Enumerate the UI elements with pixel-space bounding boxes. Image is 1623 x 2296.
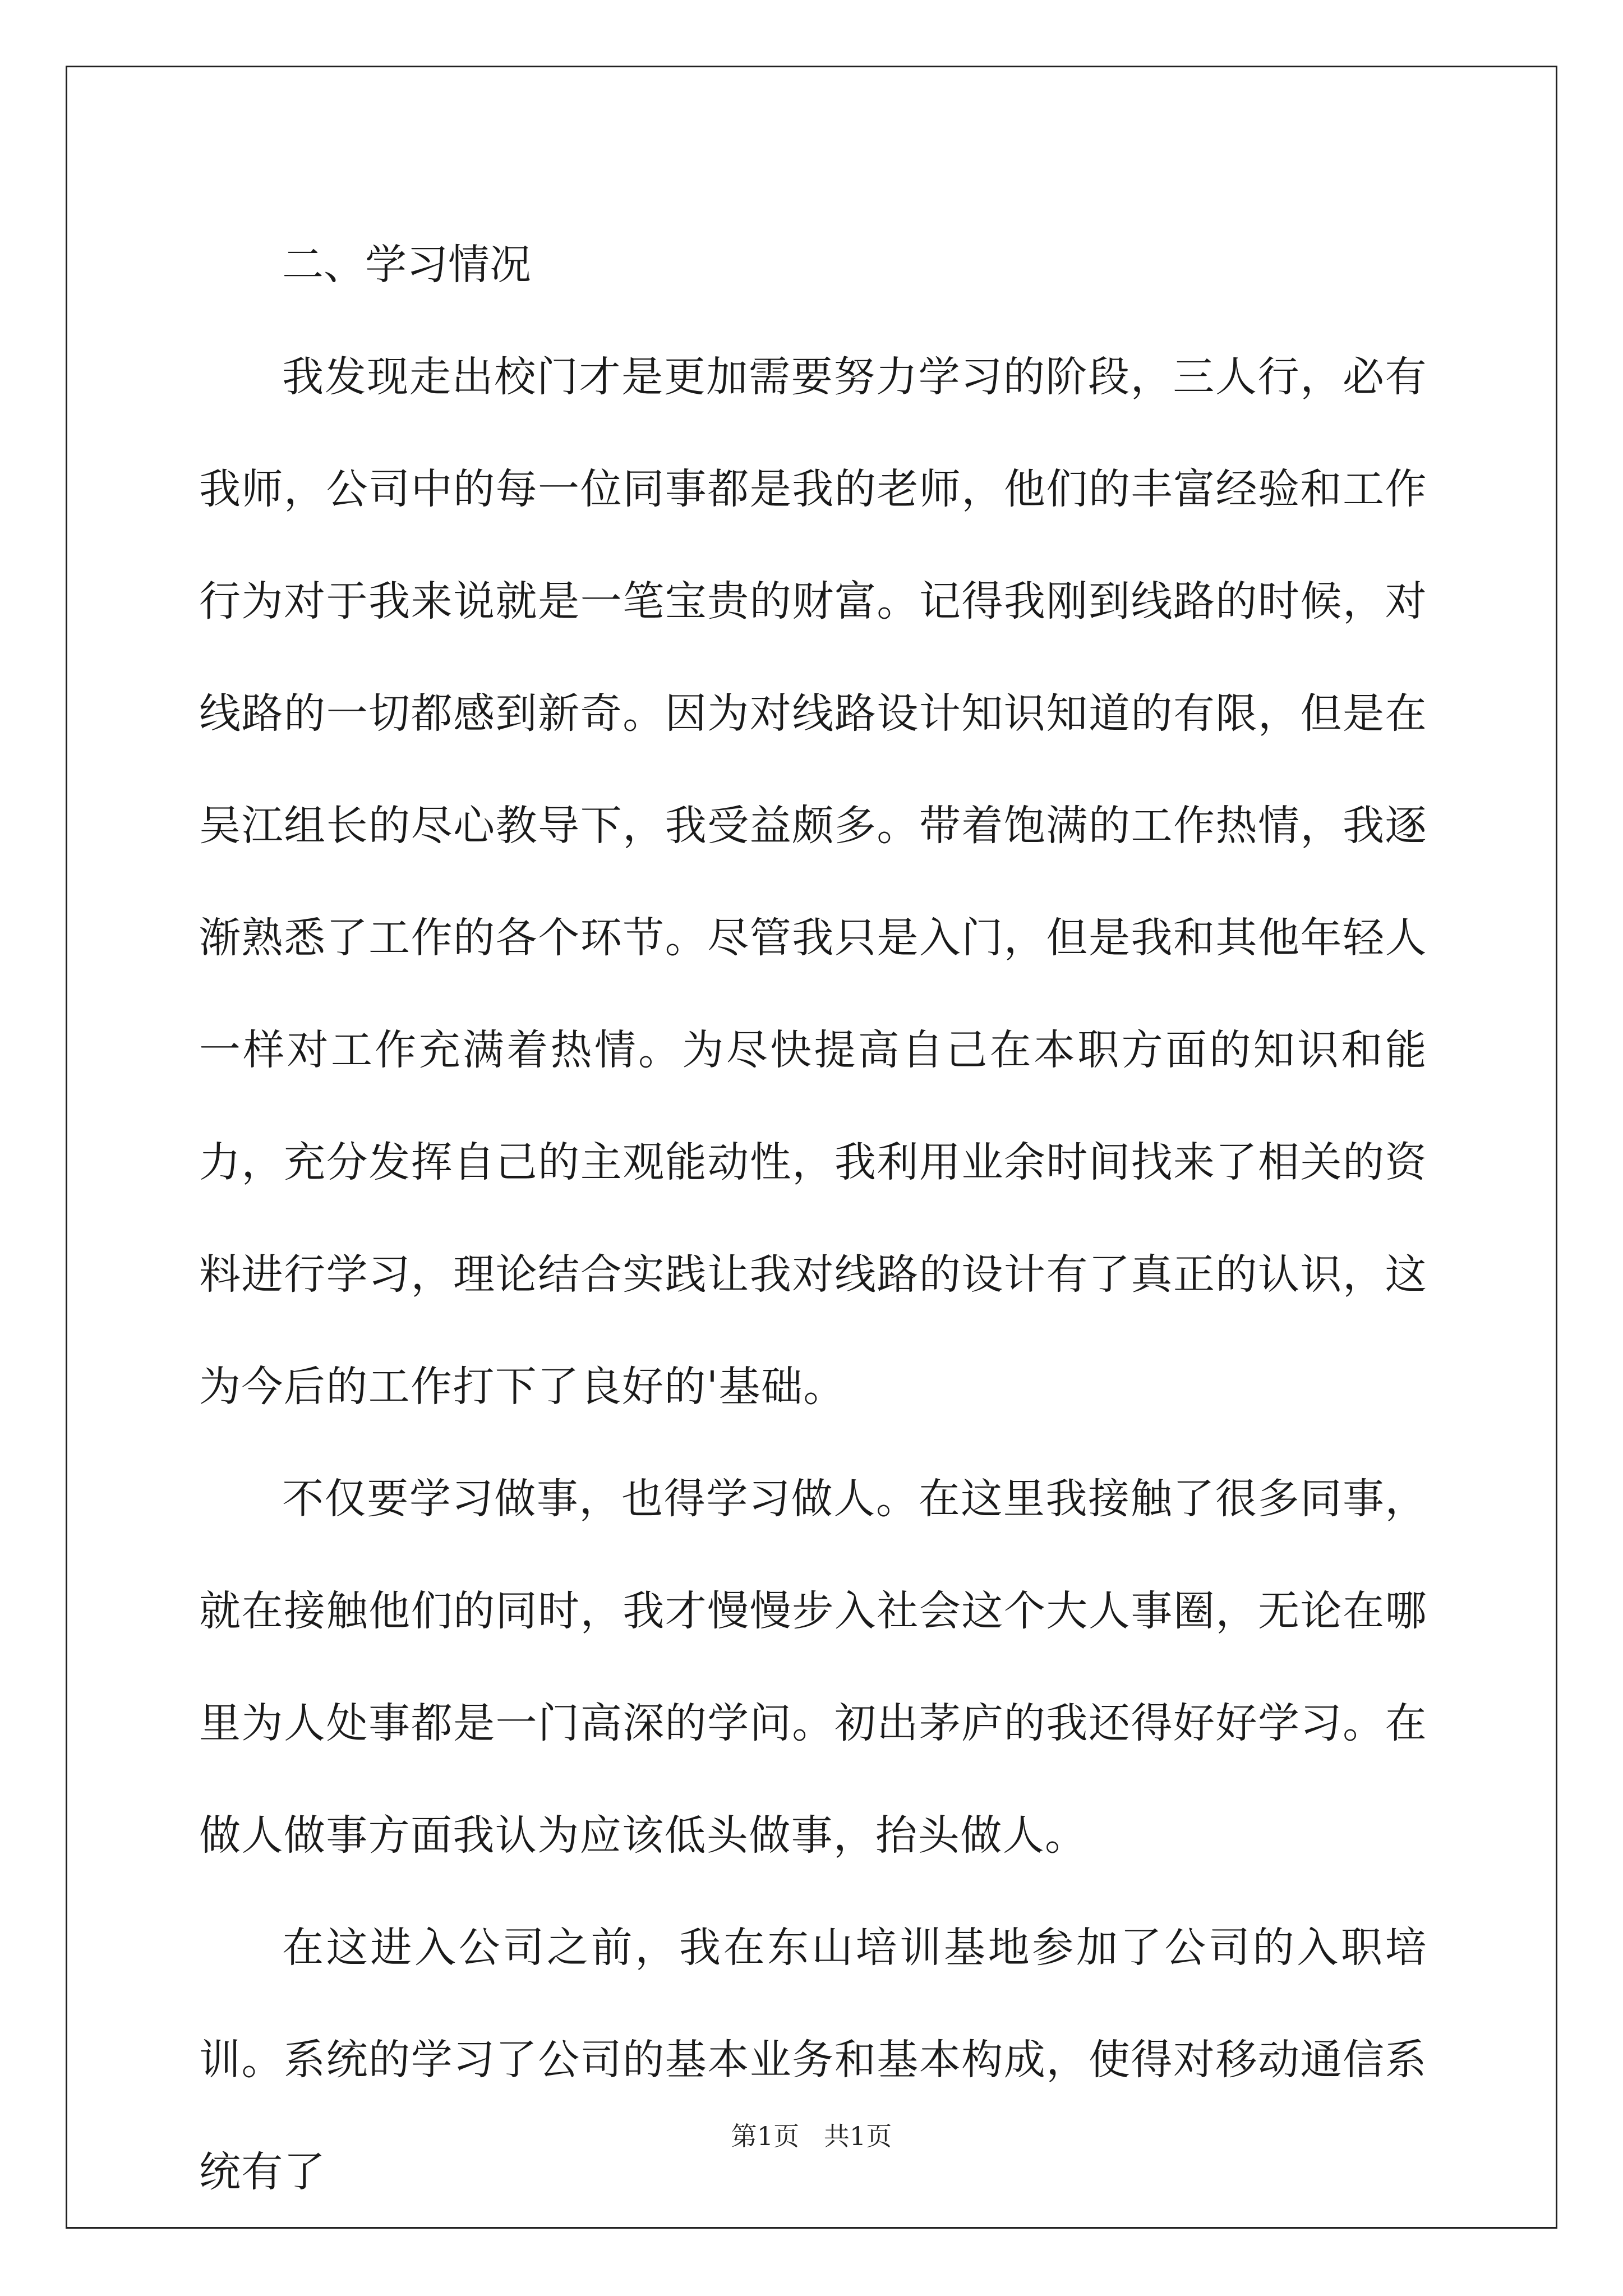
page-footer: 第1页 共1页 [731, 2121, 892, 2151]
document-body [199, 209, 1427, 2228]
section-heading: 二、学习情况 [282, 241, 531, 289]
paragraph-1: 我发现走出校门才是更加需要努力学习的阶段，三人行，必有我师，公司中的每一位同事都是我的老师，他们的丰富经验和工作行为对于我来说就是一笔宝贵的财富。记得我刚到线路的时候，对线路的一切都感到新奇。因为对线路设计知识知道的有限，但是在吴江组长的尽心教导下，我受益颇多。带着饱满的工作热情，我逐渐熟悉了工作的各个环节。尽管我只是入门，但是我和其他年轻人一样对工作充满着热情。为尽快提高自己在本职方面的知识和能力，充分发挥自己的主观能动性，我利用业余时间找来了相关的资料进行学习，理论结合实践让我对线路的设计有了真正的认识，这为今后的工作打下了良好的'基础。 [199, 353, 1427, 1411]
paragraph-3: 在这进入公司之前，我在东山培训基地参加了公司的入职培训。系统的学习了公司的基本业务和基本构成，使得对移动通信系统有了 [199, 1924, 1427, 2196]
paragraph-2: 不仅要学习做事，也得学习做人。在这里我接触了很多同事，就在接触他们的同时，我才慢慢步入社会这个大人事圈，无论在哪里为人处事都是一门高深的学问。初出茅庐的我还得好好学习。在做人做事方面我认为应该低头做事，抬头做人。 [199, 1475, 1427, 1860]
